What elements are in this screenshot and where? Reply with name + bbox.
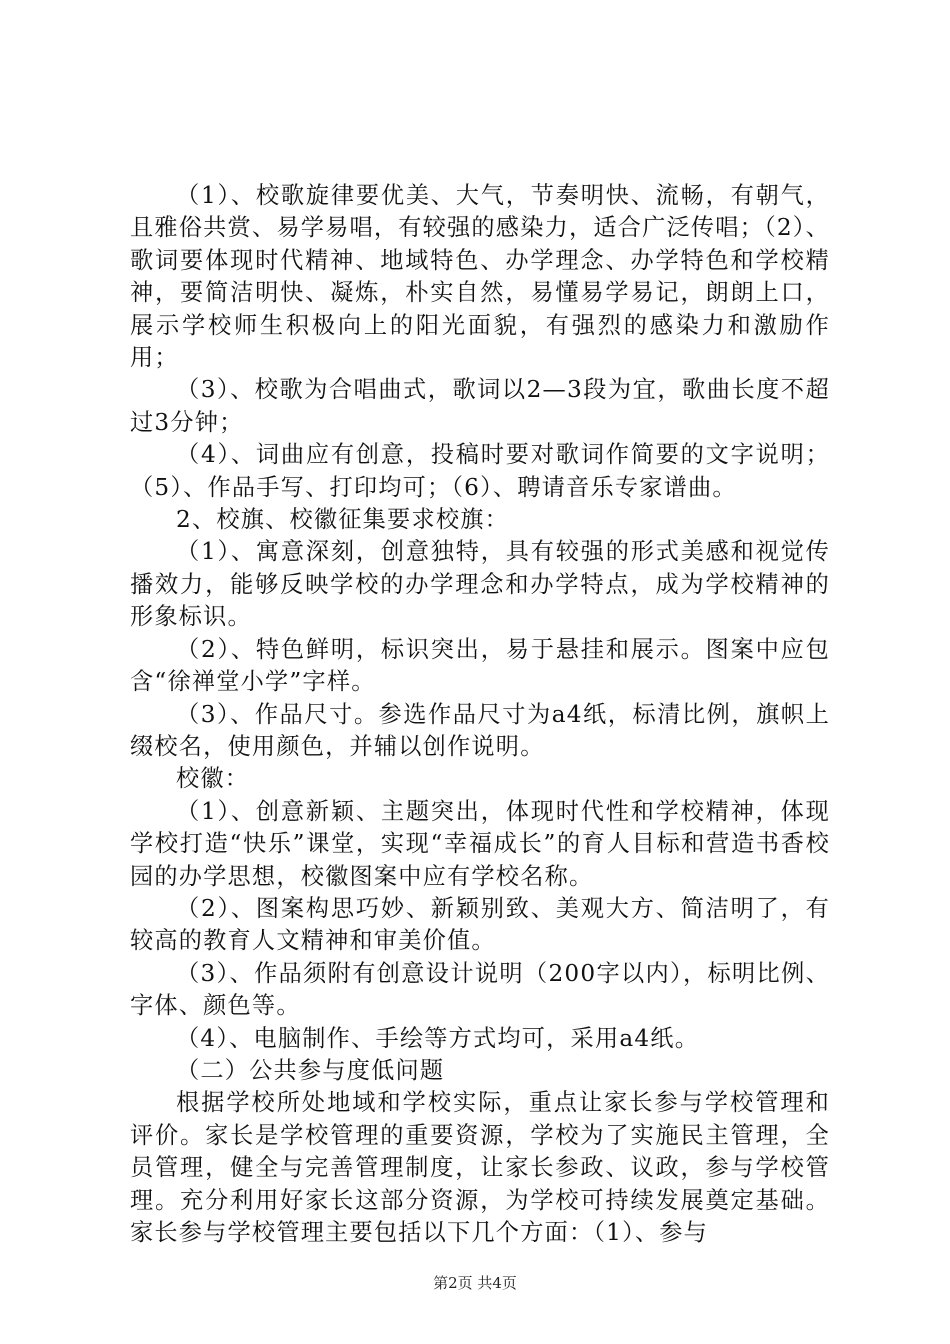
paragraph: 根据学校所处地域和学校实际，重点让家长参与学校管理和评价。家长是学校管理的重要资源，学校为了实施民主管理，全员管理，健全与完善管理制度，让家长参政、议政，参与学校管理。充分利用好家长这部分资源，为学校可持续发展奠定基础。家长参与学校管理主要包括以下几个方面：（1）、参与 xyxy=(130,1089,830,1246)
document-body xyxy=(130,180,830,1249)
paragraph: （2）、图案构思巧妙、新颖别致、美观大方、简洁明了，有较高的教育人文精神和审美价值。 xyxy=(130,894,830,955)
section-heading: 校徽： xyxy=(176,765,250,793)
paragraph: （2）、特色鲜明，标识突出，易于悬挂和展示。图案中应包含“徐禅堂小学”字样。 xyxy=(130,635,830,696)
paragraph: （1）、寓意深刻，创意独特，具有较强的形式美感和视觉传播效力，能够反映学校的办学理念和办学特点，成为学校精神的形象标识。 xyxy=(130,538,830,631)
paragraph: （3）、作品须附有创意设计说明（200字以内），标明比例、字体、颜色等。 xyxy=(130,959,830,1020)
paragraph: （4）、电脑制作、手绘等方式均可，采用a4纸。 xyxy=(176,1024,700,1052)
paragraph: （1）、校歌旋律要优美、大气，节奏明快、流畅，有朝气，且雅俗共赏、易学易唱，有较强的感染力，适合广泛传唱；（2）、歌词要体现时代精神、地域特色、办学理念、办学特色和学校精神，要简洁明快、凝炼，朴实自然，易懂易学易记，朗朗上口，展示学校师生积极向上的阳光面貌，有强烈的感染力和激励作用； xyxy=(130,182,830,372)
paragraph: （1）、创意新颖、主题突出，体现时代性和学校精神，体现学校打造“快乐”课堂，实现“幸福成长”的育人目标和营造书香校园的办学思想，校徽图案中应有学校名称。 xyxy=(130,797,830,890)
section-heading: 2、校旗、校徽征集要求校旗： xyxy=(176,506,509,534)
paragraph: （3）、校歌为合唱曲式，歌词以2—3段为宜，歌曲长度不超过3分钟； xyxy=(130,376,830,436)
paragraph: （4）、词曲应有创意，投稿时要对歌词作简要的文字说明；（5）、作品手写、打印均可；（6）、聘请音乐专家谱曲。 xyxy=(130,441,830,501)
paragraph: （3）、作品尺寸。参选作品尺寸为a4纸，标清比例，旗帜上缀校名，使用颜色，并辅以创作说明。 xyxy=(130,700,830,760)
section-heading: （二）公共参与度低问题 xyxy=(176,1056,445,1084)
page-number: 第2页 共4页 xyxy=(433,1274,517,1292)
page-footer xyxy=(0,1272,950,1293)
